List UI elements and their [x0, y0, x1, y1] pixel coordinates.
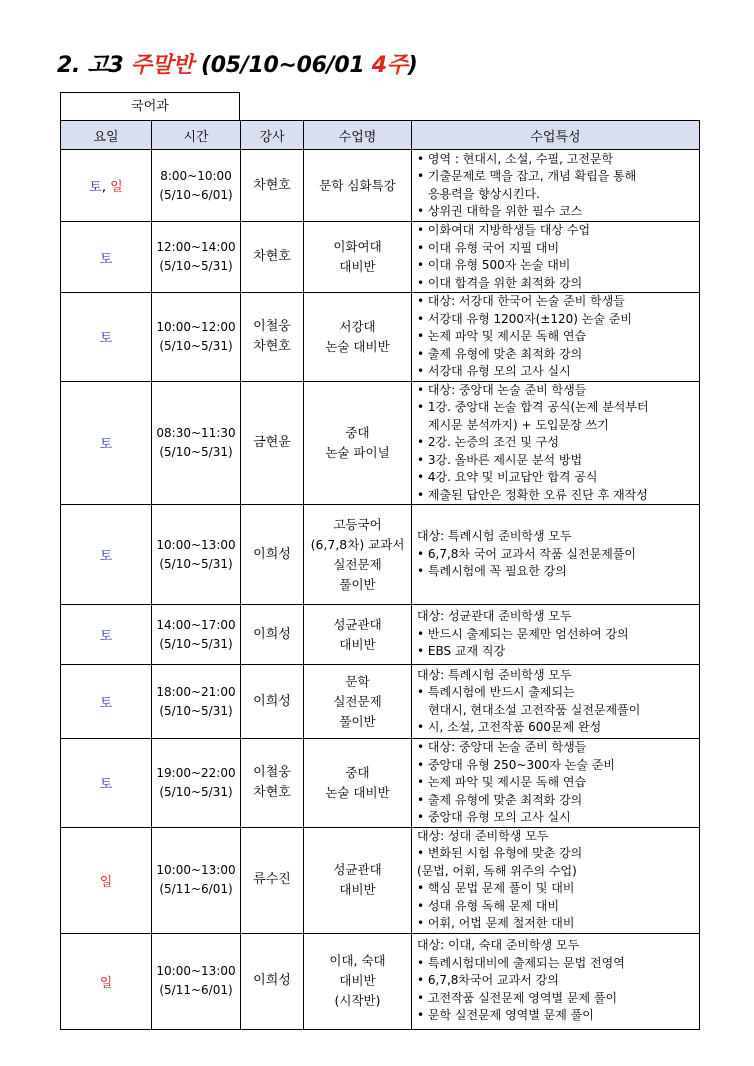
feature-line: 대상: 이대, 숙대 준비학생 모두	[417, 938, 580, 953]
course-cell	[304, 739, 412, 828]
day-cell	[61, 381, 152, 505]
feature-line: (문법, 어휘, 독해 위주의 수업)	[417, 863, 577, 878]
feature-line: • 대상: 중앙대 논술 준비 학생들	[417, 382, 587, 397]
header-day: 요일	[61, 121, 152, 150]
time-line: (5/10~5/31)	[159, 556, 233, 571]
day-label: 일	[110, 180, 123, 195]
teacher-cell	[241, 222, 304, 293]
course-cell	[304, 933, 412, 1029]
feature-line: • 어휘, 어법 문제 철저한 대비	[417, 916, 575, 930]
teacher-name: 이철웅	[253, 318, 291, 334]
feature-line: • 중앙대 유형 250~300자 논술 준비	[417, 757, 615, 772]
course-name-line: (6,7,8차) 교과서	[310, 536, 405, 552]
day-label: 토	[99, 437, 113, 453]
header-time: 시간	[152, 121, 241, 150]
course-name-line: 대비반	[339, 259, 376, 274]
teacher-name: 류수진	[253, 872, 291, 887]
time-cell	[152, 293, 241, 382]
teacher-cell	[241, 827, 304, 933]
teacher-name: 차현호	[253, 784, 291, 800]
time-cell	[152, 150, 241, 222]
feature-line: • 특례시험대비에 출제되는 문법 전영역	[417, 955, 625, 970]
day-cell	[61, 150, 152, 222]
course-name-line: 실전문제	[333, 556, 382, 572]
course-cell	[304, 665, 412, 739]
day-label: 일	[99, 975, 113, 991]
feature-line: • 변화된 시험 유형에 맞춘 강의	[417, 846, 583, 860]
day-label: 토	[99, 696, 113, 711]
feature-line: • 반드시 출제되는 문제만 엄선하여 강의	[417, 626, 629, 641]
features-cell	[412, 605, 700, 665]
day-cell	[61, 222, 152, 293]
features-cell	[412, 665, 700, 739]
time-line: (5/10~6/01)	[159, 187, 233, 202]
teacher-name: 금현윤	[253, 434, 291, 450]
course-cell	[304, 222, 412, 293]
features-cell	[412, 293, 700, 382]
feature-line: • 시, 소설, 고전작품 600문제 완성	[417, 720, 602, 734]
course-name-line: 풀이반	[339, 576, 376, 592]
feature-line: • 서강대 유형 1200자(±120) 논술 준비	[417, 311, 632, 326]
time-line: 10:00~12:00	[156, 319, 236, 334]
time-cell	[152, 665, 241, 739]
time-line: (5/10~5/31)	[159, 259, 233, 273]
time-cell	[152, 505, 241, 605]
feature-line: 현대시, 현대소설 고전작품 실전문제풀이	[428, 702, 641, 717]
time-line: (5/11~6/01)	[159, 882, 233, 896]
table-row	[61, 827, 700, 933]
feature-line: • 제출된 답안은 정확한 오류 진단 후 재작성	[417, 487, 648, 502]
feature-line: • 서강대 유형 모의 고사 실시	[417, 364, 571, 378]
time-cell	[152, 605, 241, 665]
time-line: (5/11~6/01)	[159, 983, 233, 997]
table-row	[61, 933, 700, 1029]
header-course: 수업명	[304, 121, 412, 150]
feature-line: • 이대 합격을 위한 최적화 강의	[417, 275, 583, 290]
title-close: )	[407, 53, 418, 78]
course-name-line: 성균관대	[333, 616, 382, 632]
course-name-line: 성균관대	[333, 862, 382, 877]
day-label: 토	[99, 331, 113, 347]
course-cell	[304, 381, 412, 505]
teacher-cell	[241, 605, 304, 665]
feature-line: • 이대 유형 국어 지필 대비	[417, 240, 560, 255]
time-line: (5/10~5/31)	[159, 703, 233, 718]
feature-line: • 출제 유형에 맞춘 최적화 강의	[417, 346, 583, 361]
feature-line: 대상: 성대 준비학생 모두	[417, 828, 549, 843]
course-name-line: 대비반	[339, 636, 376, 652]
table-row	[61, 222, 700, 293]
table-row	[61, 293, 700, 382]
features-cell	[412, 381, 700, 505]
time-line: 19:00~22:00	[156, 765, 236, 780]
feature-line: • 문학 실전문제 영역별 문제 풀이	[417, 1008, 594, 1023]
time-line: 10:00~13:00	[156, 537, 236, 552]
course-name-line: 논술 대비반	[325, 784, 390, 800]
teacher-name: 차현호	[253, 249, 291, 264]
day-cell	[61, 827, 152, 933]
day-cell	[61, 739, 152, 828]
time-line: (5/10~5/31)	[159, 444, 233, 459]
teacher-name: 차현호	[253, 338, 291, 354]
course-name-line: 대비반	[339, 882, 376, 897]
course-name-line: 중대	[345, 424, 370, 440]
day-label: 토	[99, 549, 113, 564]
table-header-row	[61, 121, 700, 150]
teacher-name: 이희성	[253, 626, 291, 642]
features-cell	[412, 827, 700, 933]
teacher-name: 이희성	[253, 693, 291, 709]
feature-line: • 중앙대 유형 모의 고사 실시	[417, 810, 571, 824]
teacher-cell	[241, 293, 304, 382]
time-cell	[152, 739, 241, 828]
feature-line: • 6,7,8차 국어 교과서 작품 실전문제풀이	[417, 546, 636, 561]
time-line: 8:00~10:00	[160, 168, 232, 183]
header-teacher: 강사	[241, 121, 304, 150]
course-name-line: 논술 파이널	[325, 444, 390, 460]
title-period: (05/10~06/01	[193, 53, 372, 78]
day-label: 토	[89, 180, 102, 195]
features-cell	[412, 505, 700, 605]
course-cell	[304, 605, 412, 665]
course-name-line: 논술 대비반	[325, 338, 390, 354]
course-name-line: 이화여대	[333, 239, 382, 254]
feature-line: • 4강. 요약 및 비교답안 합격 공식	[417, 470, 598, 484]
feature-line: • 논제 파악 및 제시문 독해 연습	[417, 329, 587, 343]
day-label: 토	[99, 629, 113, 644]
feature-line: 대상: 특례시험 준비학생 모두	[417, 529, 572, 544]
teacher-name: 이희성	[253, 546, 291, 562]
course-name-line: (시작반)	[334, 993, 381, 1008]
feature-line: • 대상: 중앙대 논술 준비 학생들	[417, 740, 587, 754]
course-name-line: 실전문제	[333, 693, 382, 709]
feature-line: • 고전작품 실전문제 영역별 문제 풀이	[417, 990, 618, 1005]
day-cell	[61, 605, 152, 665]
teacher-name: 이철웅	[253, 764, 291, 780]
teacher-cell	[241, 505, 304, 605]
title-prefix: 2. 고3	[57, 53, 131, 78]
feature-line: 제시문 분석까지) + 도입문장 쓰기	[428, 417, 609, 432]
day-label: 일	[99, 874, 113, 890]
day-cell	[61, 665, 152, 739]
time-line: 14:00~17:00	[156, 617, 236, 632]
feature-line: • 대상: 서강대 한국어 논술 준비 학생들	[417, 294, 625, 308]
course-name-line: 문학 심화특강	[319, 177, 396, 193]
table-row	[61, 605, 700, 665]
feature-line: • 성대 유형 독해 문제 대비	[417, 898, 560, 913]
features-cell	[412, 933, 700, 1029]
feature-line: • 2강. 논증의 조건 및 구성	[417, 435, 559, 449]
course-name-line: 고등국어	[333, 516, 382, 532]
schedule-table	[60, 120, 700, 1030]
title-highlight: 주말반	[130, 53, 194, 78]
course-name-line: 서강대	[339, 318, 376, 334]
day-label: 토	[99, 777, 113, 793]
time-line: 18:00~21:00	[156, 684, 236, 699]
course-name-line: 대비반	[339, 973, 376, 988]
time-cell	[152, 827, 241, 933]
features-cell	[412, 739, 700, 828]
time-line: (5/10~5/31)	[159, 784, 233, 799]
course-cell	[304, 293, 412, 382]
feature-line: • 1강. 중앙대 논술 합격 공식(논제 분석부터	[417, 400, 649, 414]
teacher-cell	[241, 381, 304, 505]
time-line: 12:00~14:00	[156, 240, 236, 254]
feature-line: • 핵심 문법 문제 풀이 및 대비	[417, 881, 575, 895]
feature-line: • 논제 파악 및 제시문 독해 연습	[417, 775, 587, 789]
table-row	[61, 739, 700, 828]
feature-line: • 출제 유형에 맞춘 최적화 강의	[417, 792, 583, 807]
feature-line: • 상위권 대학을 위한 필수 코스	[417, 204, 583, 218]
course-name-line: 중대	[345, 764, 370, 780]
course-cell	[304, 150, 412, 222]
time-line: (5/10~5/31)	[159, 636, 233, 651]
feature-line: • 특례시험에 반드시 출제되는	[417, 685, 575, 699]
header-features: 수업특성	[412, 121, 700, 150]
feature-line: • 6,7,8차국어 교과서 강의	[417, 973, 559, 988]
table-row	[61, 150, 700, 222]
course-name-line: 문학	[345, 673, 370, 689]
time-line: 10:00~13:00	[156, 964, 236, 978]
feature-line: 응용력을 향상시킨다.	[428, 186, 540, 201]
time-cell	[152, 222, 241, 293]
teacher-name: 이희성	[253, 973, 291, 988]
section-title	[57, 48, 417, 80]
teacher-cell	[241, 665, 304, 739]
feature-line: 대상: 특례시험 준비학생 모두	[417, 667, 572, 682]
teacher-cell	[241, 933, 304, 1029]
feature-line: • 3강. 올바른 제시문 분석 방법	[417, 452, 583, 467]
teacher-cell	[241, 739, 304, 828]
feature-line: • 이대 유형 500자 논술 대비	[417, 258, 571, 272]
teacher-name: 차현호	[253, 177, 291, 193]
feature-line: • 특례시험에 꼭 필요한 강의	[417, 564, 567, 579]
day-label: ,	[101, 180, 111, 195]
table-row	[61, 381, 700, 505]
time-cell	[152, 933, 241, 1029]
feature-line: 대상: 성균관대 준비학생 모두	[417, 609, 572, 624]
time-cell	[152, 381, 241, 505]
feature-line: • EBS 교재 직강	[417, 644, 506, 659]
department-label: 국어과	[60, 92, 240, 120]
feature-line: • 영역 : 현대시, 소설, 수필, 고전문학	[417, 151, 614, 166]
course-cell	[304, 827, 412, 933]
feature-line: • 이화여대 지방학생들 대상 수업	[417, 223, 591, 237]
feature-line: • 기출문제로 맥을 잡고, 개념 확립을 통해	[417, 169, 637, 183]
time-line: (5/10~5/31)	[159, 338, 233, 353]
day-cell	[61, 293, 152, 382]
teacher-cell	[241, 150, 304, 222]
features-cell	[412, 150, 700, 222]
course-cell	[304, 505, 412, 605]
day-label: 토	[99, 251, 113, 267]
table-row	[61, 505, 700, 605]
title-weeks: 4주	[371, 53, 408, 78]
course-name-line: 이대, 숙대	[329, 953, 386, 968]
time-line: 10:00~13:00	[156, 863, 236, 877]
features-cell	[412, 222, 700, 293]
course-name-line: 풀이반	[339, 713, 376, 729]
table-row	[61, 665, 700, 739]
day-cell	[61, 933, 152, 1029]
day-cell	[61, 505, 152, 605]
time-line: 08:30~11:30	[156, 425, 236, 440]
